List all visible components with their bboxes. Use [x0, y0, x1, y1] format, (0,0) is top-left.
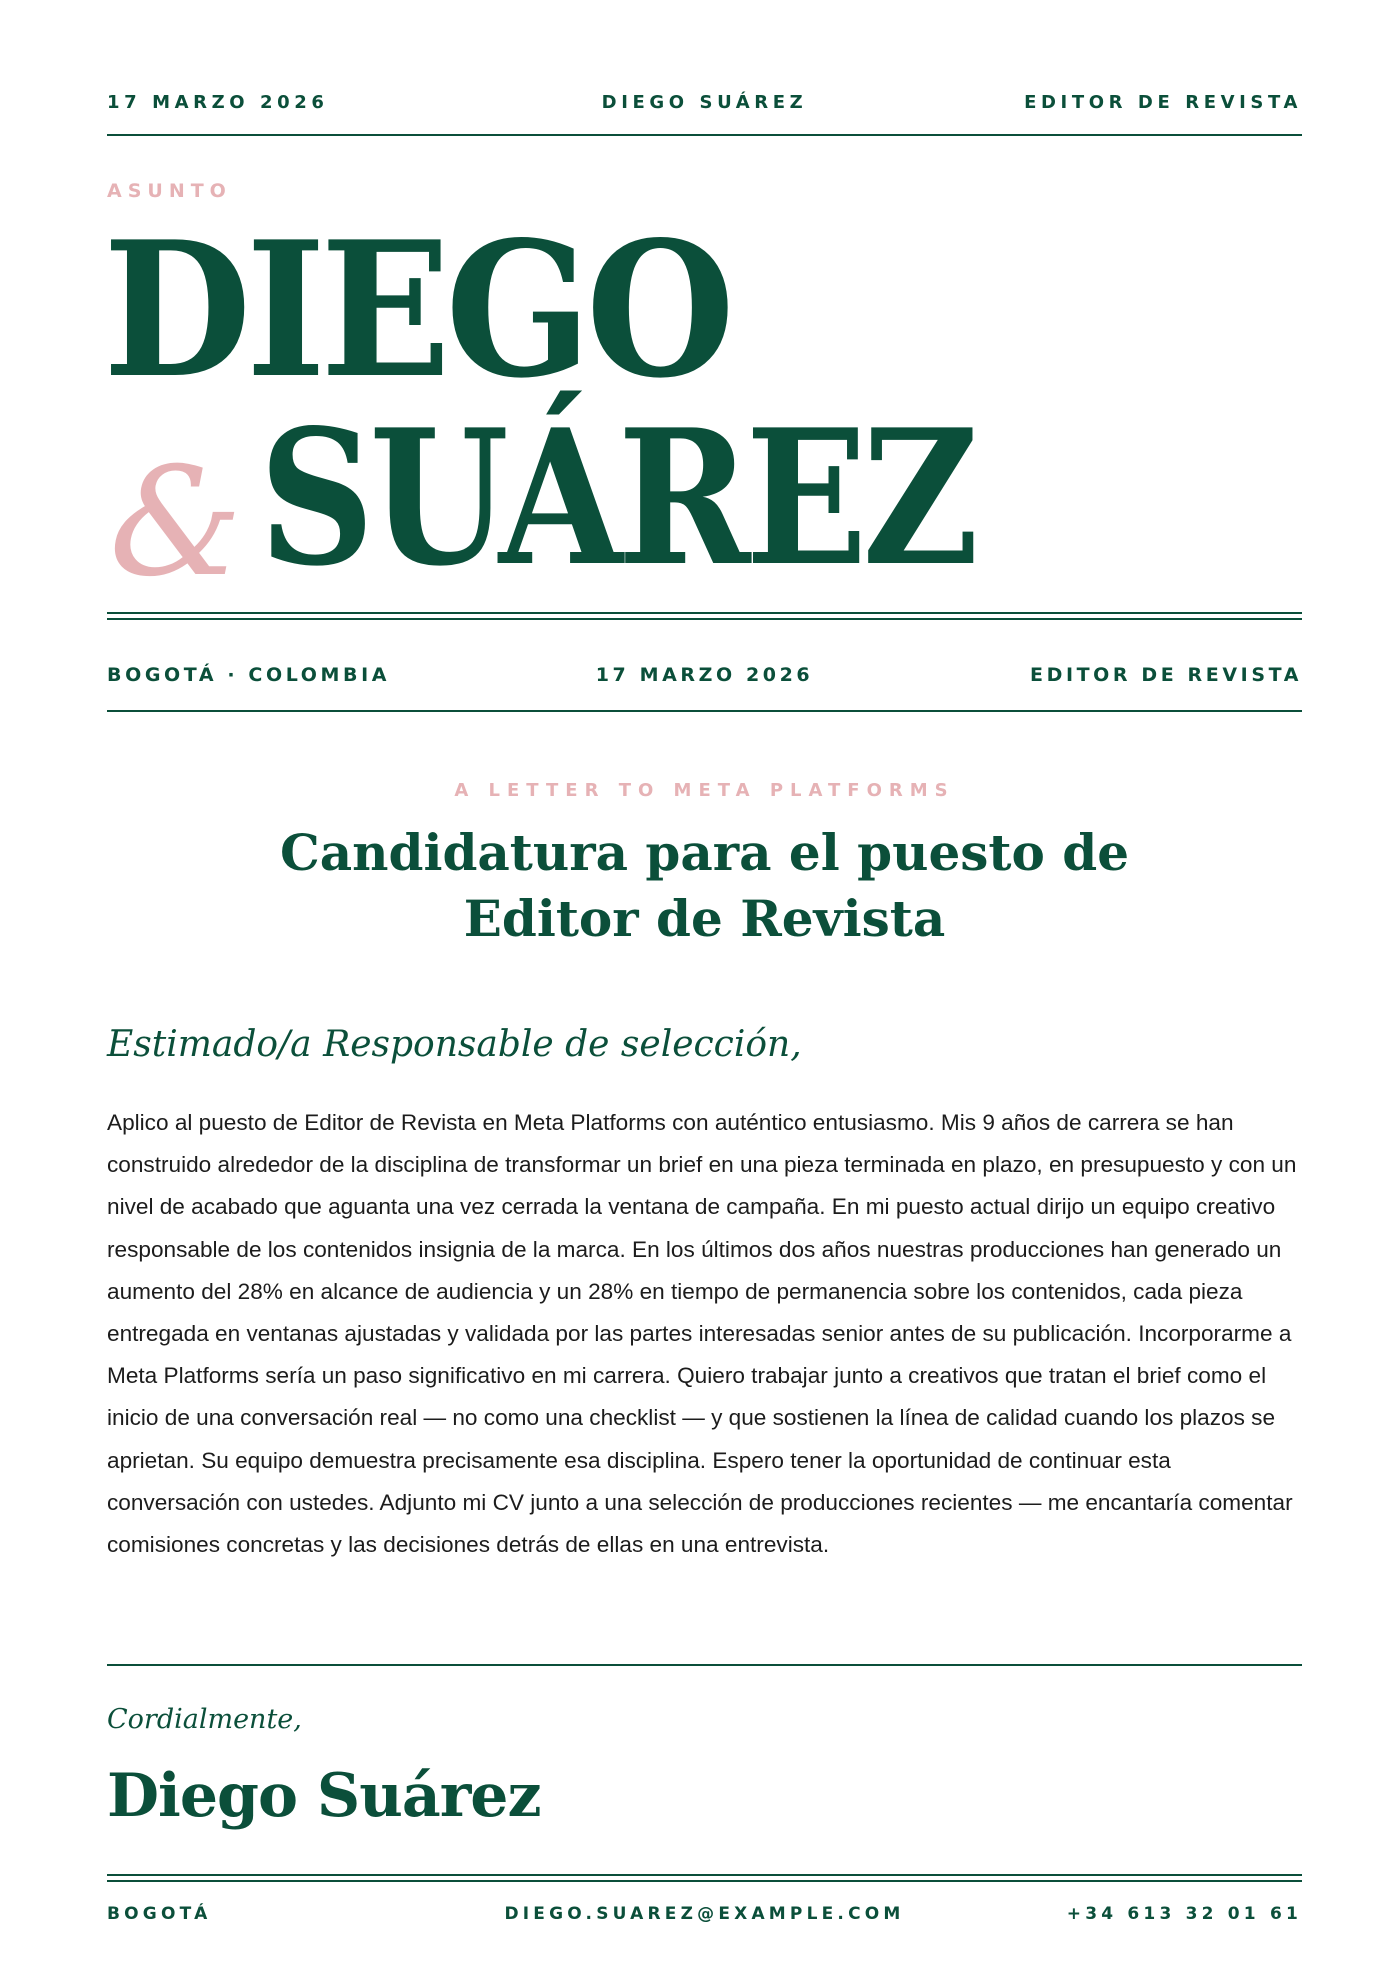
header-name: DIEGO SUÁREZ [601, 92, 808, 113]
letter-body: Aplico al puesto de Editor de Revista en Meta Platforms con auténtico entusiasmo. Mis 9 años de carrera se han construido alrededor de la disciplina de transformar un brief en una pieza terminada en plazo, en presupuesto y con un nivel de acabado que aguanta una vez cerrada la ventana de campaña. En mi puesto actual dirijo un equipo creativo responsable de los contenidos insignia de la marca. En los últimos dos años nuestras producciones han generado un aumento del 28% en alcance de audiencia y un 28% en tiempo de permanencia sobre los contenidos, cada pieza entregada en ventanas ajustadas y validada por las partes interesadas senior antes de su publicación. Incorporarme a Meta Platforms sería un paso significativo en mi carrera. Quiero trabajar junto a creativos que tratan el brief como el inicio de una conversación real — no como una checklist — y que sostienen la línea de calidad cuando los plazos se aprietan. Su equipo demuestra precisamente esa disciplina. Espero tener la oportunidad de continuar esta conversación con ustedes. Adjunto mi CV junto a una selección de producciones recientes — me encantaría comentar comisiones concretas y las decisiones detrás de ellas en una entrevista. [107, 1110, 1297, 1558]
header-divider [107, 134, 1302, 136]
meta-role: EDITOR DE REVISTA [1030, 664, 1302, 686]
letter-subject: Candidatura para el puesto de Editor de Revista [279, 823, 1130, 948]
footer-phone[interactable]: +34 613 32 01 61 [1066, 1904, 1302, 1924]
letter-signature: Diego Suárez [107, 1761, 541, 1831]
masthead-first-name: DIEGO [103, 200, 730, 419]
masthead-kicker: ASUNTO [107, 180, 232, 202]
header-role: EDITOR DE REVISTA [1024, 92, 1302, 113]
footer-row [107, 1904, 1302, 1928]
meta-row [107, 664, 1302, 690]
footer-city: BOGOTÁ [107, 1904, 212, 1924]
masthead-last-name: SUÁREZ [259, 388, 974, 607]
masthead-double-rule [107, 612, 1302, 620]
letter-salutation: Estimado/a Responsable de selección, [107, 1024, 802, 1065]
meta-divider [107, 710, 1302, 712]
cover-letter-page [103, 0, 1302, 1980]
footer-double-rule [107, 1874, 1302, 1882]
masthead-ampersand: & [109, 436, 243, 610]
meta-date: 17 MARZO 2026 [595, 664, 814, 686]
header-date: 17 MARZO 2026 [107, 92, 329, 113]
meta-location: BOGOTÁ · COLOMBIA [107, 664, 391, 686]
top-header-row [107, 92, 1302, 116]
letter-eyebrow: A LETTER TO META PLATFORMS [454, 780, 955, 801]
footer-email[interactable]: DIEGO.SUAREZ@EXAMPLE.COM [504, 1904, 905, 1924]
letter-closing: Cordialmente, [107, 1704, 302, 1735]
closing-divider [107, 1664, 1302, 1666]
